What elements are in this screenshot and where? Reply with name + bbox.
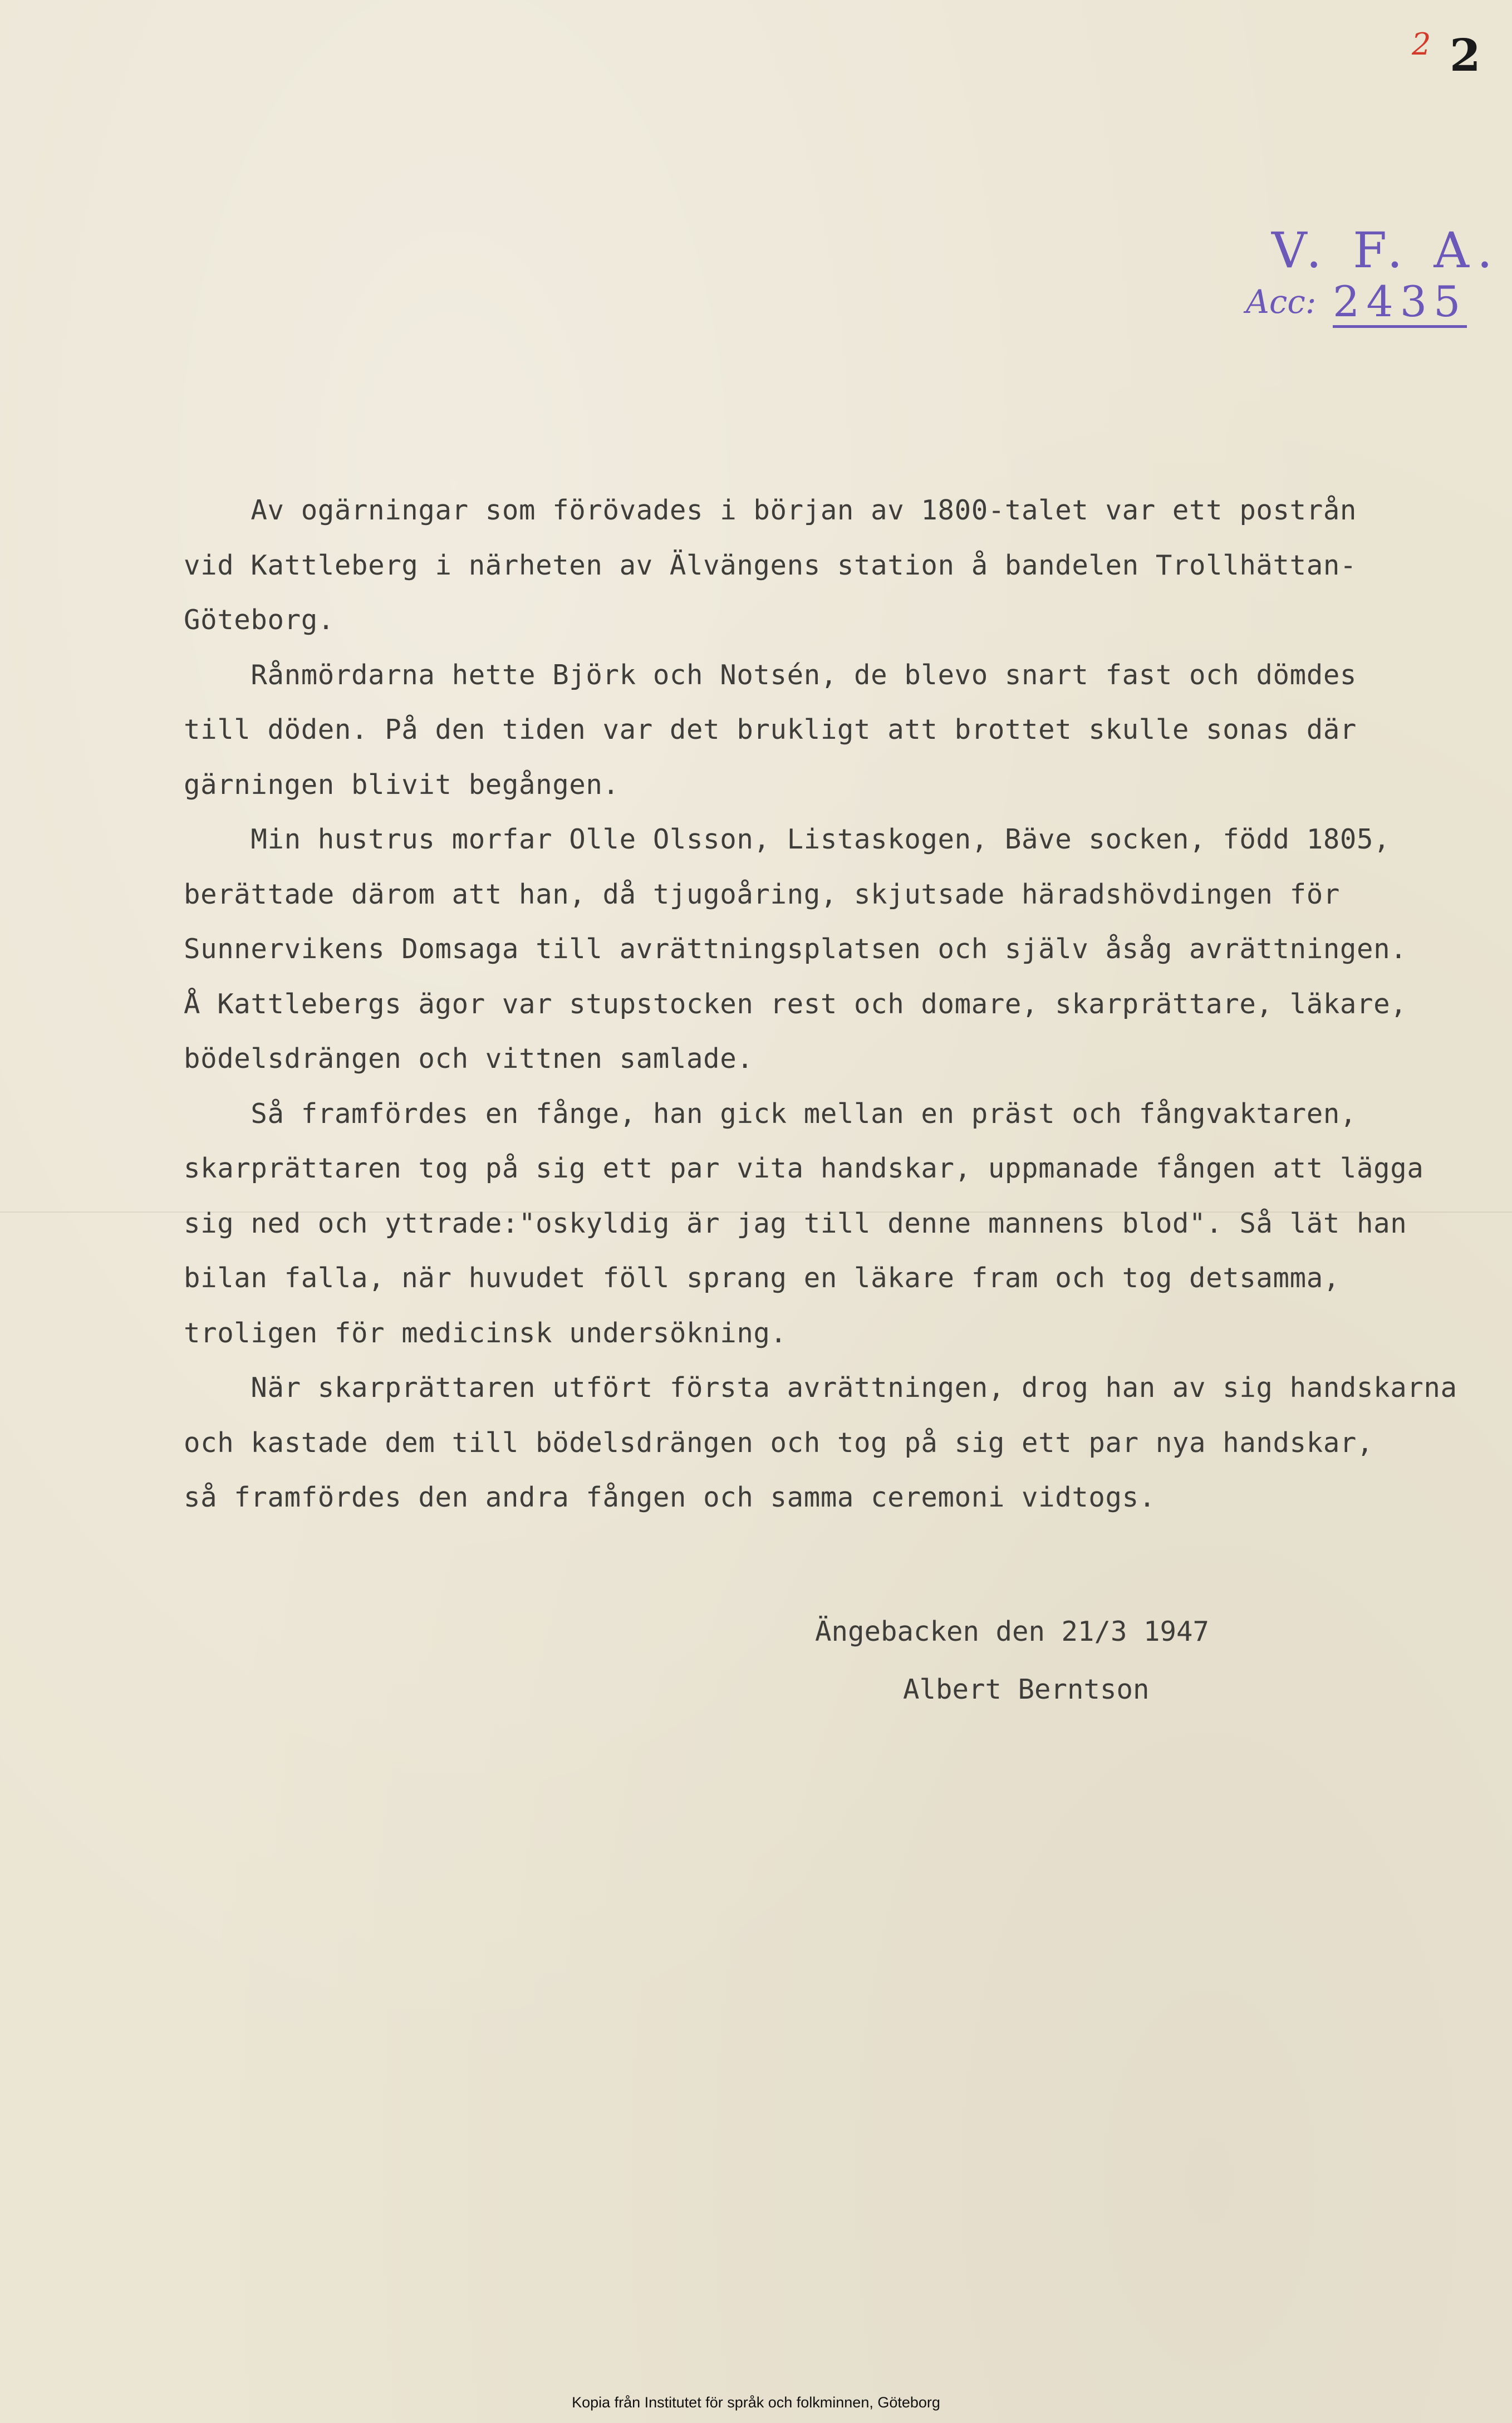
accession-number: 2435 bbox=[1333, 281, 1467, 328]
text-line: berättade därom att han, då tjugoåring, skjutsade häradshövdingen för bbox=[184, 878, 1340, 910]
text-line: till döden. På den tiden var det brukligt att brottet skulle sonas där bbox=[184, 714, 1357, 745]
signature-name: Albert Berntson bbox=[903, 1674, 1150, 1705]
text-line: bödelsdrängen och vittnen samlade. bbox=[184, 1043, 754, 1075]
text-line: vid Kattleberg i närheten av Älvängens station å bandelen Trollhättan- bbox=[184, 549, 1357, 581]
text-line: Så framfördes en fånge, han gick mellan en präst och fångvaktaren, bbox=[184, 1097, 1357, 1130]
text-line: sig ned och yttrade:"oskyldig är jag till denne mannens blod". Så lät han bbox=[184, 1207, 1407, 1239]
text-line: bilan falla, när huvudet föll sprang en läkare fram och tog detsamma, bbox=[184, 1262, 1340, 1294]
text-line: och kastade dem till bödelsdrängen och tog på sig ett par nya handskar, bbox=[184, 1426, 1374, 1459]
text-line: troligen för medicinsk undersökning. bbox=[184, 1317, 787, 1349]
text-line: Av ogärningar som förövades i början av 1800-talet var ett postrån bbox=[184, 494, 1357, 526]
signature-place-date: Ängebacken den 21/3 1947 bbox=[815, 1616, 1210, 1647]
text-line: Sunnervikens Domsaga till avrättningsplatsen och själv åsåg avrättningen. bbox=[184, 933, 1407, 965]
text-line: Göteborg. bbox=[184, 604, 335, 636]
archive-stamp-mark: V. F. A. bbox=[1272, 222, 1500, 279]
text-line: Min hustrus morfar Olle Olsson, Listaskogen, Bäve socken, född 1805, bbox=[184, 823, 1391, 855]
text-line: Å Kattlebergs ägor var stupstocken rest och domare, skarprättare, läkare, bbox=[184, 988, 1407, 1020]
typed-letter-body bbox=[184, 483, 1486, 1526]
page-number: 2 bbox=[1450, 29, 1481, 81]
text-line: När skarprättaren utfört första avrättningen, drog han av sig handskarna bbox=[184, 1372, 1457, 1404]
handwritten-page-number: 2 bbox=[1412, 27, 1431, 62]
accession-label: Acc: bbox=[1246, 283, 1317, 321]
archive-footer: Kopia från Institutet för språk och folkminnen, Göteborg bbox=[572, 2394, 940, 2411]
text-line: Rånmördarna hette Björk och Notsén, de blevo snart fast och dömdes bbox=[184, 659, 1357, 691]
text-line: skarprättaren tog på sig ett par vita handskar, uppmanade fången att lägga bbox=[184, 1152, 1424, 1184]
text-line: gärningen blivit begången. bbox=[184, 768, 620, 801]
text-line: så framfördes den andra fången och samma ceremoni vidtogs. bbox=[184, 1482, 1156, 1513]
